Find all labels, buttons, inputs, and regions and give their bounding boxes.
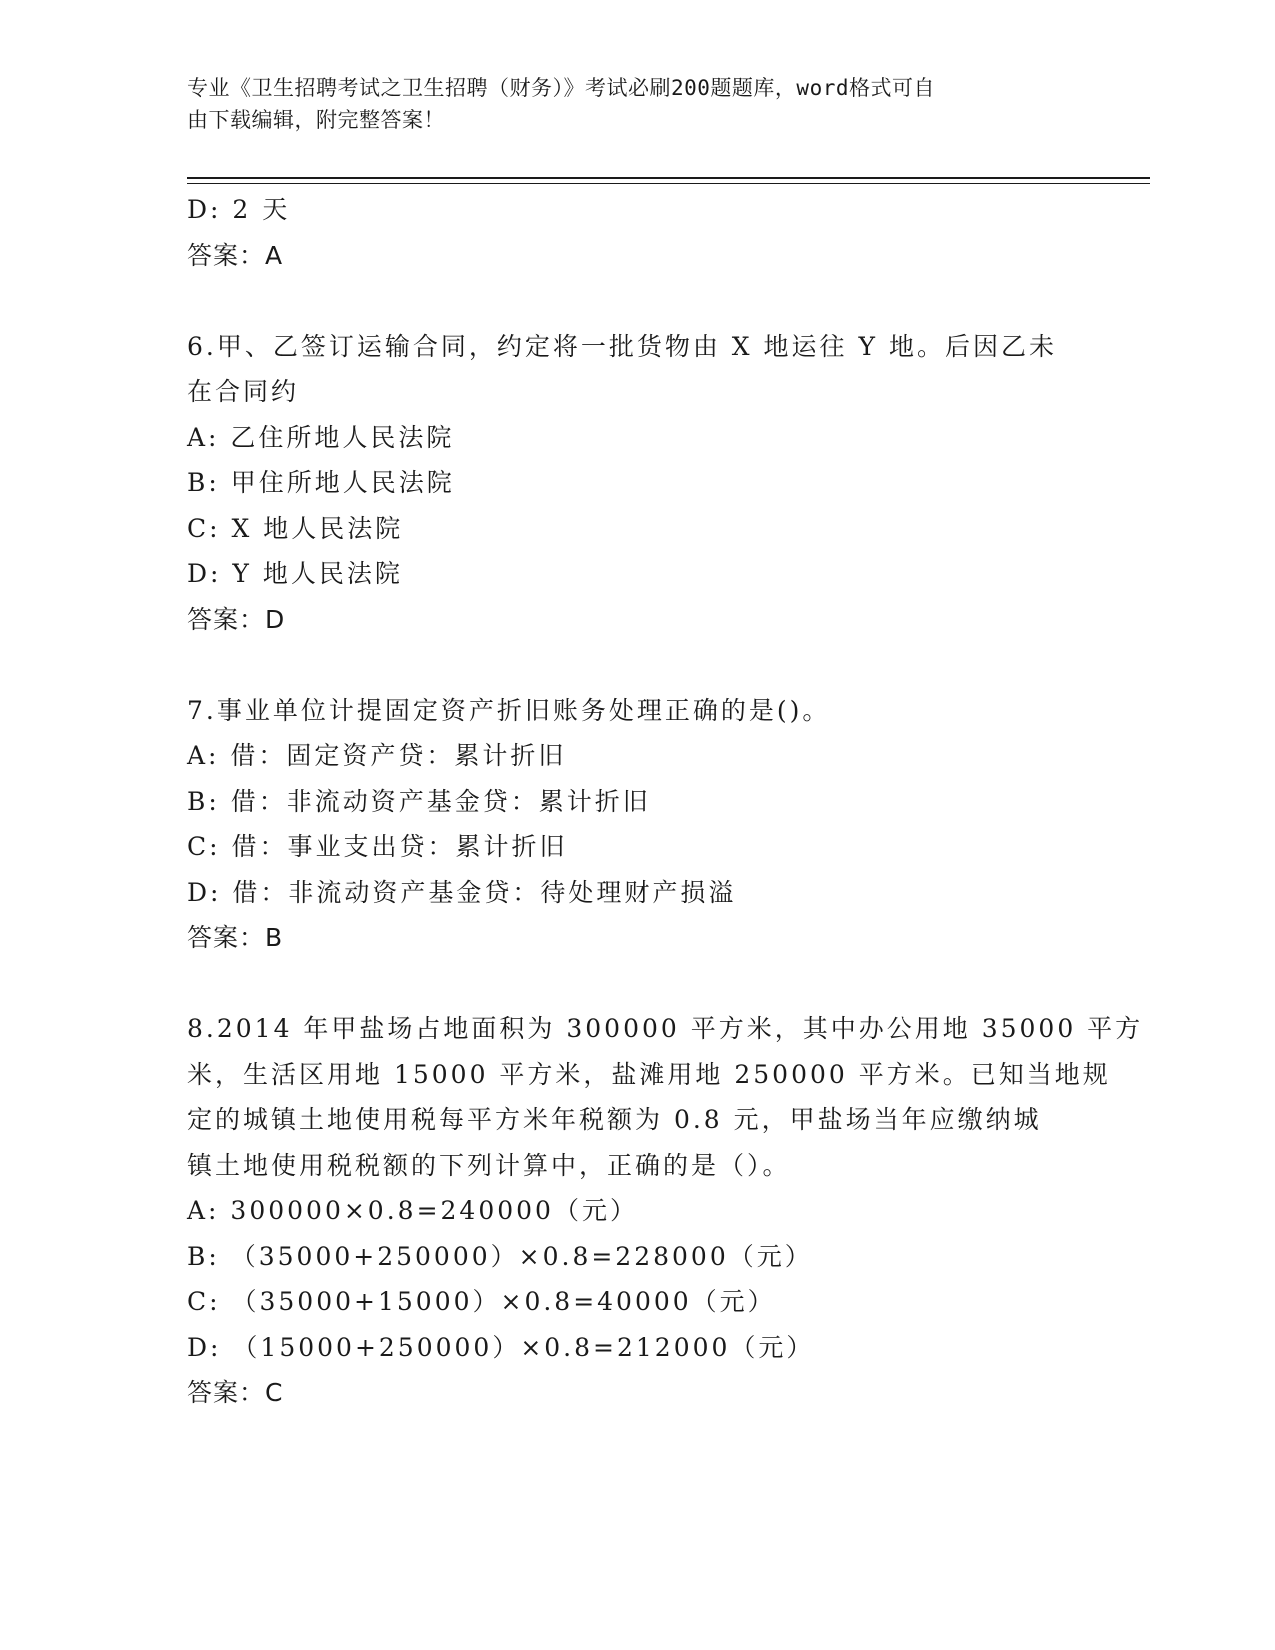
question-stem: 定的城镇土地使用税每平方米年税额为 0.8 元，甲盐场当年应缴纳城 [187,1105,1042,1134]
spacer [187,961,1087,1007]
question-stem: 镇土地使用税税额的下列计算中，正确的是（）。 [187,1150,791,1180]
question-5-tail [187,187,1087,278]
option-d: D: Y 地人民法院 [187,559,403,588]
answer-label: 答案：B [187,923,284,952]
header-divider-thin [187,183,1150,184]
question-stem: 在合同约 [187,377,300,406]
option-c: C: X 地人民法院 [187,513,404,543]
option-d: D: 2 天 [187,195,291,224]
question-list [187,187,1144,1416]
option-a: A: 借：固定资产贷：累计折旧 [187,741,567,770]
option-c: C: （35000+15000）×0.8=40000（元） [187,1287,776,1316]
document-header [187,72,1067,136]
option-b: B: 甲住所地人民法院 [187,468,455,497]
option-b: B: 借：非流动资产基金贷：累计折旧 [187,786,651,816]
option-d: D: （15000+250000）×0.8=212000（元） [187,1332,815,1362]
question-stem: 米，生活区用地 15000 平方米，盐滩用地 250000 平方米。已知当地规 [187,1059,1111,1089]
option-a: A: 乙住所地人民法院 [187,422,455,452]
header-line-1: 专业《卫生招聘考试之卫生招聘（财务）》考试必刷200题题库，word格式可自 [187,76,935,100]
header-line-2: 由下载编辑，附完整答案！ [187,108,445,132]
question-stem: 8.2014 年甲盐场占地面积为 300000 平方米，其中办公用地 35000 平方 [187,1014,1144,1043]
option-c: C: 借：事业支出贷：累计折旧 [187,832,568,861]
option-a: A: 300000×0.8=240000（元） [187,1196,638,1225]
question-8 [187,1006,1144,1416]
option-d: D: 借：非流动资产基金贷：待处理财产损溢 [187,877,737,907]
option-b: B: （35000+250000）×0.8=228000（元） [187,1241,813,1271]
question-stem: 7.事业单位计提固定资产折旧账务处理正确的是()。 [187,695,831,725]
spacer [187,642,1087,688]
answer-label: 答案：D [187,604,286,634]
header-divider-thick [187,177,1150,179]
answer-label: 答案：C [187,1378,284,1407]
question-stem: 6.甲、乙签订运输合同，约定将一批货物由 X 地运往 Y 地。后因乙未 [187,331,1057,361]
question-7 [187,688,1087,961]
spacer [187,278,1087,324]
question-6 [187,324,1087,643]
answer-label: 答案：A [187,240,284,270]
